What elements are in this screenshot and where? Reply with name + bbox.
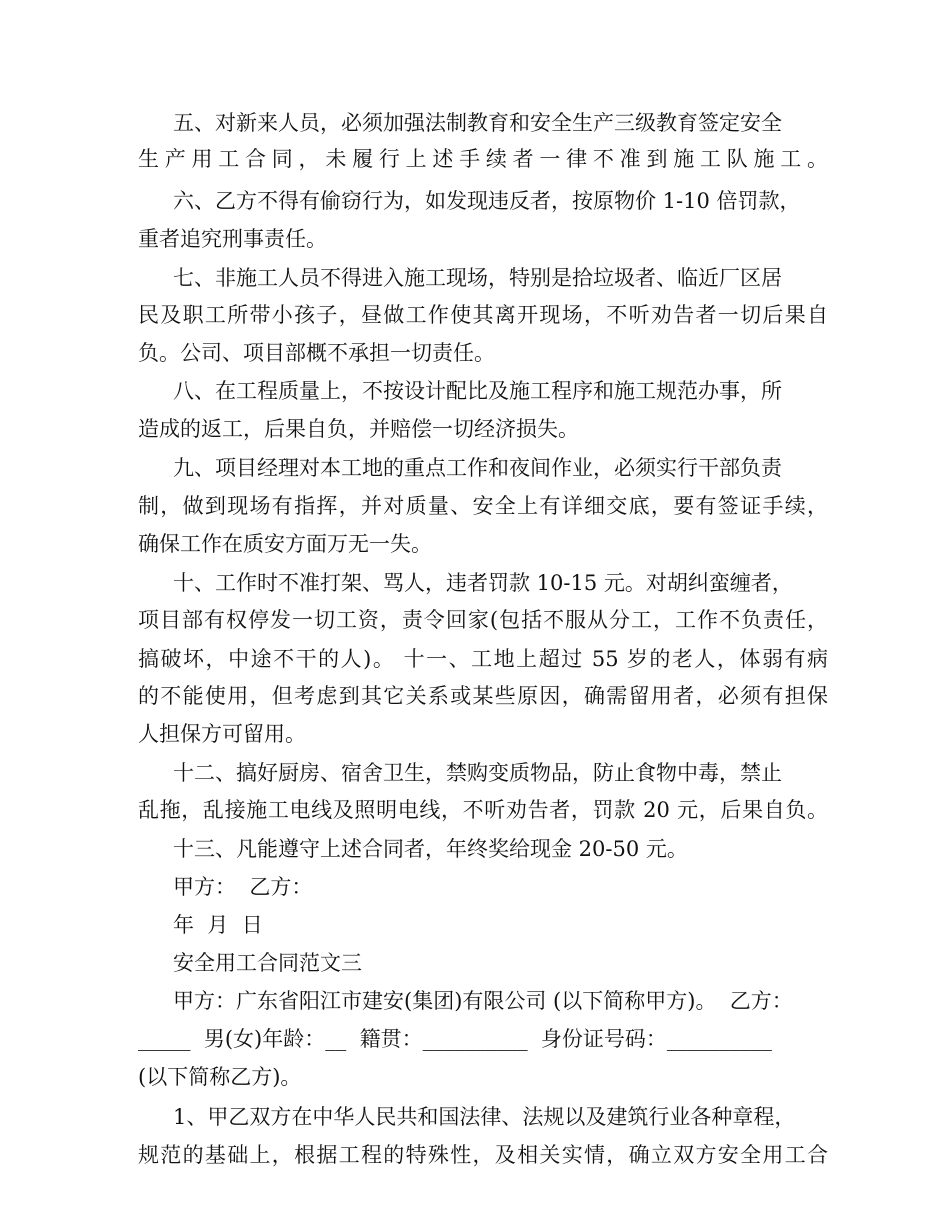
text-line: 的不能使用，但考虑到其它关系或某些原因，确需留用者，必须有担保 bbox=[138, 684, 828, 708]
text-line: 生产用工合同，未履行上述手续者一律不准到施工队施工。 bbox=[138, 147, 828, 171]
text-line: 1、甲乙双方在中华人民共和国法律、法规以及建筑行业各种章程， bbox=[173, 1105, 796, 1129]
text-line: 制，做到现场有指挥，并对质量、安全上有详细交底，要有签证手续， bbox=[138, 494, 828, 518]
text-line: 甲方：广东省阳江市建安(集团)有限公司 (以下简称甲方)。 乙方： bbox=[173, 989, 793, 1013]
text-line: 规范的基础上，根据工程的特殊性，及相关实情，确立双方安全用工合 bbox=[138, 1143, 828, 1167]
text-line: 十、工作时不准打架、骂人，违者罚款 10-15 元。对胡纠蛮缠者， bbox=[173, 571, 793, 595]
text-line: 八、在工程质量上，不按设计配比及施工程序和施工规范办事，所 bbox=[173, 379, 782, 403]
text-line: 乱拖，乱接施工电线及照明电线，不听劝告者，罚款 20 元，后果自负。 bbox=[138, 798, 828, 822]
text-line: 六、乙方不得有偷窃行为，如发现违反者，按原物价 1-10 倍罚款， bbox=[173, 189, 801, 213]
text-line: 项目部有权停发一切工资，责令回家(包括不服从分工，工作不负责任， bbox=[138, 608, 828, 632]
text-line: 安全用工合同范文三 bbox=[173, 951, 362, 975]
text-line: 十二、搞好厨房、宿舍卫生，禁购变质物品，防止食物中毒，禁止 bbox=[173, 761, 782, 785]
text-line: 负。公司、项目部概不承担一切责任。 bbox=[138, 341, 495, 365]
text-line: 民及职工所带小孩子，昼做工作使其离开现场，不听劝告者一切后果自 bbox=[138, 303, 828, 327]
text-line: 五、对新来人员，必须加强法制教育和安全生产三级教育签定安全 bbox=[173, 111, 782, 135]
text-line: 年 月 日 bbox=[173, 913, 263, 937]
text-line: 十三、凡能遵守上述合同者，年终奖给现金 20-50 元。 bbox=[173, 837, 688, 861]
text-line: 确保工作在质安方面万无一失。 bbox=[138, 532, 432, 556]
text-line: 七、非施工人员不得进入施工现场，特别是拾垃圾者、临近厂区居 bbox=[173, 266, 782, 290]
text-line: 九、项目经理对本工地的重点工作和夜间作业，必须实行干部负责 bbox=[173, 456, 782, 480]
text-line: 搞破坏，中途不干的人)。 十一、工地上超过 55 岁的老人，体弱有病 bbox=[138, 647, 828, 671]
text-line: (以下简称乙方)。 bbox=[138, 1065, 302, 1089]
text-line: 造成的返工，后果自负，并赔偿一切经济损失。 bbox=[138, 417, 579, 441]
text-line: 人担保方可留用。 bbox=[138, 722, 306, 746]
text-line: _____ 男(女)年龄：__ 籍贯：__________ 身份证号码：__________ bbox=[138, 1027, 772, 1051]
text-line: 甲方： 乙方： bbox=[173, 875, 313, 899]
text-line: 重者追究刑事责任。 bbox=[138, 227, 327, 251]
